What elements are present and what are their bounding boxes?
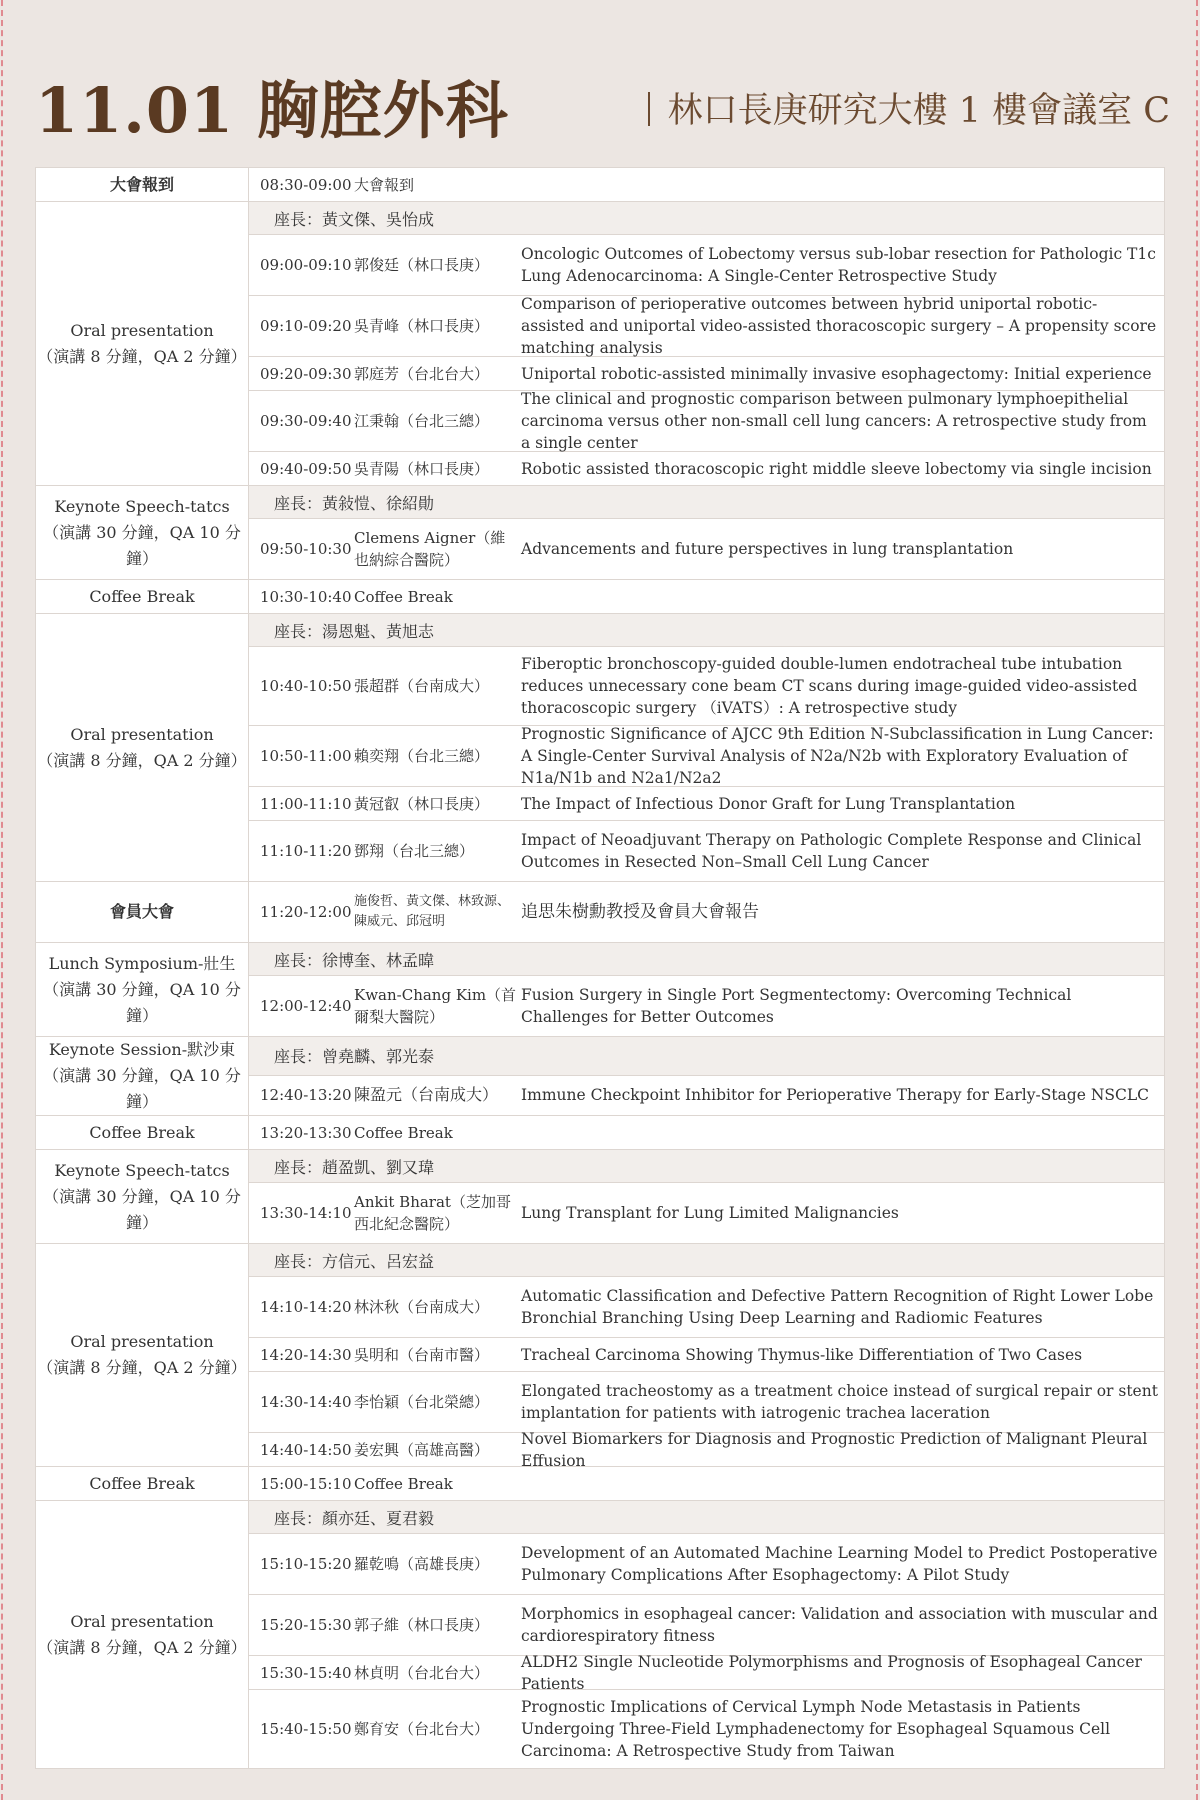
time-slot: 10:50-11:00: [260, 747, 352, 765]
talk-cell: [249, 647, 1165, 726]
schedule-table: [35, 167, 1165, 1769]
right-dashed-border: [1196, 0, 1198, 1800]
session-name: 大會報到: [109, 174, 174, 194]
chair-row: [36, 1244, 1165, 1277]
speaker: 鄭育安（台北台大）: [354, 1720, 490, 1738]
talk-topic: Advancements and future perspectives in lung transplantation: [521, 540, 1014, 558]
time-slot: 11:20-12:00: [260, 903, 352, 921]
talk-topic: The clinical and prognostic comparison between pulmonary lymphoepithelial carcinoma versus other non-small cell lung cancers: A retrospective study from a single center: [521, 390, 1147, 452]
speaker: 李怡穎（台北榮總）: [354, 1393, 490, 1411]
talk-topic: Oncologic Outcomes of Lobectomy versus sub-lobar resection for Pathologic T1c Lung Adenocarcinoma: A Single-Center Retrospective Study: [521, 245, 1156, 285]
chair-cell: 座長：曾堯麟、郭光泰: [249, 1037, 1165, 1076]
talk-row: [249, 787, 1164, 820]
session-cell: [36, 486, 249, 580]
talk-topic: Impact of Neoadjuvant Therapy on Pathologic Complete Response and Clinical Outcomes in Resected Non–Small Cell Lung Cancer: [521, 831, 1142, 871]
time-slot: 09:40-09:50: [260, 459, 352, 478]
speaker: 鄧翔（台北三總）: [354, 842, 475, 860]
time-slot: 15:30-15:40: [260, 1663, 352, 1682]
time-slot: 15:40-15:50: [260, 1720, 352, 1738]
speaker: 姜宏興（高雄高醫）: [354, 1440, 490, 1459]
time-slot: 09:00-09:10: [260, 256, 352, 274]
chair-cell: 座長：顏亦廷、夏君毅: [249, 1501, 1165, 1534]
talk-topic: ALDH2 Single Nucleotide Polymorphisms and Prognosis of Esophageal Cancer Patients: [521, 1652, 1142, 1693]
time-slot: 12:00-12:40: [260, 997, 352, 1015]
session-format: （演講 30 分鐘，QA 10 分鐘）: [43, 979, 241, 1025]
talk-row: [249, 1372, 1164, 1432]
chair-cell: 座長：湯恩魁、黃旭志: [249, 614, 1165, 647]
talk-row: [249, 1652, 1164, 1693]
page-title: 11.01 胸腔外科: [35, 74, 509, 147]
talk-cell: [249, 1277, 1165, 1338]
session-cell: [36, 943, 249, 1037]
speaker: 羅乾鳴（高雄長庚）: [354, 1555, 490, 1573]
session-name: Oral presentation: [70, 1332, 214, 1351]
talk-topic: Automatic Classification and Defective Pattern Recognition of Right Lower Lobe Bronchial Branching Using Deep Learning and Radiomic Features: [521, 1287, 1154, 1327]
session-cell: [36, 1501, 249, 1769]
time-slot: 15:00-15:10: [260, 1474, 352, 1493]
time-slot: 14:40-14:50: [260, 1440, 352, 1459]
session-cell: [36, 614, 249, 882]
time-slot: 11:10-11:20: [260, 842, 352, 860]
speaker: Coffee Break: [354, 587, 453, 606]
chair-row: [36, 1501, 1165, 1534]
chair-row: [36, 614, 1165, 647]
talk-cell: [249, 1372, 1165, 1433]
left-dashed-border: [1, 0, 3, 1800]
speaker: Clemens Aigner（維也納綜合醫院）: [354, 529, 506, 569]
session-format: （演講 8 分鐘，QA 2 分鐘）: [37, 1358, 247, 1377]
talk-row: [249, 357, 1164, 390]
talk-row: [249, 1429, 1164, 1470]
session-name: Oral presentation: [70, 320, 214, 340]
session-cell: [36, 1116, 249, 1150]
talk-topic: Morphomics in esophageal cancer: Validation and association with muscular and cardiorespiratory fitness: [521, 1605, 1158, 1645]
talk-topic: The Impact of Infectious Donor Graft for Lung Transplantation: [521, 794, 1016, 813]
session-format: （演講 8 分鐘，QA 2 分鐘）: [37, 346, 247, 366]
talk-cell: [249, 882, 1165, 943]
talk-cell: [249, 1652, 1165, 1693]
speaker: 林貞明（台北台大）: [354, 1663, 490, 1682]
time-slot: 15:20-15:30: [260, 1616, 352, 1634]
talk-row: [249, 976, 1164, 1036]
talk-topic: Fiberoptic bronchoscopy-guided double-lumen endotracheal tube intubation reduces unnecessary cone beam CT scans during image-guided video-assisted thoracoscopic surgery （iVATS）: A retrospective study: [521, 655, 1138, 717]
talk-row: [249, 1534, 1164, 1594]
time-slot: 14:10-14:20: [260, 1298, 352, 1316]
speaker: Coffee Break: [354, 1474, 453, 1493]
talk-cell: [249, 976, 1165, 1037]
talk-row: [249, 580, 1164, 613]
speaker: 吳青峰（林口長庚）: [354, 317, 490, 335]
session-name: Coffee Break: [89, 1473, 195, 1493]
schedule-row: [36, 168, 1165, 202]
session-format: （演講 30 分鐘，QA 10 分鐘）: [43, 522, 241, 568]
session-format: （演講 30 分鐘，QA 10 分鐘）: [43, 1186, 241, 1232]
talk-topic: Immune Checkpoint Inhibitor for Perioperative Therapy for Early-Stage NSCLC: [521, 1086, 1150, 1105]
talk-row: [249, 726, 1164, 786]
session-cell: [36, 1467, 249, 1501]
time-slot: 15:10-15:20: [260, 1555, 352, 1573]
talk-row: [249, 1079, 1164, 1112]
talk-cell: [249, 787, 1165, 821]
session-name: Coffee Break: [89, 1122, 195, 1142]
venue-text: 林口長庚研究大樓 1 樓會議室 C: [667, 91, 1170, 131]
speaker: Ankit Bharat（芝加哥西北紀念醫院）: [354, 1193, 511, 1233]
speaker: 郭庭芳（台北台大）: [354, 364, 490, 383]
talk-cell: [249, 1595, 1165, 1656]
talk-cell: [249, 1183, 1165, 1244]
time-slot: 12:40-13:20: [260, 1086, 352, 1105]
schedule-body: [36, 168, 1165, 1769]
session-name: Oral presentation: [70, 724, 214, 744]
session-name: Keynote Speech-tatcs: [54, 496, 230, 516]
talk-topic: Uniportal robotic-assisted minimally invasive esophagectomy: Initial experience: [521, 364, 1152, 383]
session-cell: [36, 580, 249, 614]
speaker: 施俊哲、黃文傑、林致源、陳威元、邱冠明: [354, 894, 511, 929]
speaker: Coffee Break: [354, 1123, 453, 1142]
talk-topic: Novel Biomarkers for Diagnosis and Prognostic Prediction of Malignant Pleural Effusion: [521, 1429, 1148, 1470]
session-name: 會員大會: [109, 902, 174, 921]
talk-cell: [249, 357, 1165, 391]
chair-cell: 座長：黃文傑、吳怡成: [249, 202, 1165, 235]
session-format: （演講 8 分鐘，QA 2 分鐘）: [37, 1637, 247, 1657]
venue-divider: [648, 92, 650, 126]
talk-cell: [249, 726, 1165, 787]
talk-row: [249, 1595, 1164, 1655]
time-slot: 14:20-14:30: [260, 1345, 352, 1364]
chair-row: [36, 943, 1165, 976]
talk-row: [249, 1338, 1164, 1371]
session-name: Keynote Session-默沙東: [48, 1040, 236, 1059]
talk-topic: Development of an Automated Machine Learning Model to Predict Postoperative Pulmonary Complications After Esophagectomy: A Pilot Study: [521, 1544, 1158, 1584]
session-cell: [36, 1150, 249, 1244]
schedule-row: [36, 1467, 1165, 1501]
session-name: Oral presentation: [70, 1611, 214, 1631]
chair-row: [36, 202, 1165, 235]
talk-row: [249, 1467, 1164, 1500]
speaker: 郭子維（林口長庚）: [354, 1616, 490, 1634]
talk-topic: 追思朱樹勳教授及會員大會報告: [521, 902, 759, 922]
session-cell: [36, 1037, 249, 1116]
talk-topic: Tracheal Carcinoma Showing Thymus-like Differentiation of Two Cases: [521, 1345, 1083, 1364]
talk-cell: [249, 821, 1165, 882]
talk-topic: Lung Transplant for Lung Limited Malignancies: [521, 1204, 899, 1222]
time-slot: 10:30-10:40: [260, 587, 352, 606]
talk-row: [249, 1690, 1164, 1768]
talk-cell: [249, 1429, 1165, 1470]
speaker: 吳明和（台南市醫）: [354, 1345, 490, 1364]
schedule-row: [36, 1116, 1165, 1150]
session-cell: [36, 882, 249, 943]
talk-cell: [249, 235, 1165, 296]
speaker: 陳盈元（台南成大）: [354, 1085, 499, 1105]
talk-row: [249, 452, 1164, 485]
session-cell: [36, 1244, 249, 1467]
talk-cell: [249, 1534, 1165, 1595]
venue-label: [648, 86, 1170, 136]
talk-cell: [249, 1338, 1165, 1372]
talk-cell: [249, 1690, 1165, 1769]
speaker: 賴奕翔（台北三總）: [354, 747, 490, 765]
speaker: 吳青陽（林口長庚）: [354, 459, 490, 478]
time-slot: 13:30-14:10: [260, 1204, 352, 1222]
speaker: 大會報到: [354, 175, 415, 194]
talk-topic: Prognostic Significance of AJCC 9th Edition N-Subclassification in Lung Cancer: A Single-Center Survival Analysis of N2a/N2b with Exploratory Evaluation of N1a/N1b and N2a1/N2a2: [521, 725, 1154, 787]
talk-cell: [249, 391, 1165, 452]
chair-cell: 座長：趙盈凱、劉又瑋: [249, 1150, 1165, 1183]
talk-cell: [249, 1116, 1165, 1150]
time-slot: 09:30-09:40: [260, 412, 352, 430]
time-slot: 11:00-11:10: [260, 794, 352, 813]
chair-row: [36, 486, 1165, 519]
time-slot: 09:50-10:30: [260, 540, 352, 558]
talk-row: [249, 168, 1164, 201]
chair-cell: 座長：黃敍愷、徐紹勛: [249, 486, 1165, 519]
session-format: （演講 30 分鐘，QA 10 分鐘）: [43, 1066, 241, 1111]
chair-cell: 座長：方信元、呂宏益: [249, 1244, 1165, 1277]
talk-topic: Robotic assisted thoracoscopic right middle sleeve lobectomy via single incision: [521, 459, 1152, 478]
speaker: 郭俊廷（林口長庚）: [354, 256, 490, 274]
talk-row: [249, 821, 1164, 881]
time-slot: 09:10-09:20: [260, 317, 352, 335]
talk-row: [249, 235, 1164, 295]
session-name: Lunch Symposium-壯生: [48, 953, 236, 973]
talk-row: [249, 882, 1164, 942]
talk-cell: [249, 519, 1165, 580]
talk-row: [249, 1183, 1164, 1243]
session-name: Keynote Speech-tatcs: [54, 1160, 230, 1180]
time-slot: 14:30-14:40: [260, 1393, 352, 1411]
talk-row: [249, 296, 1164, 356]
time-slot: 08:30-09:00: [260, 175, 352, 194]
talk-cell: [249, 452, 1165, 486]
talk-cell: [249, 1075, 1165, 1115]
chair-row: [36, 1037, 1165, 1076]
chair-cell: 座長：徐博奎、林孟暐: [249, 943, 1165, 976]
session-format: （演講 8 分鐘，QA 2 分鐘）: [37, 750, 247, 770]
talk-cell: [249, 296, 1165, 357]
time-slot: 13:20-13:30: [260, 1123, 352, 1142]
session-name: Coffee Break: [89, 586, 195, 606]
session-cell: [36, 202, 249, 486]
talk-cell: [249, 168, 1165, 202]
page-header: [35, 66, 1170, 156]
talk-cell: [249, 1467, 1165, 1501]
talk-topic: Fusion Surgery in Single Port Segmentectomy: Overcoming Technical Challenges for Better Outcomes: [521, 986, 1072, 1026]
talk-row: [249, 1116, 1164, 1149]
speaker: 張超群（台南成大）: [354, 677, 490, 695]
talk-cell: [249, 580, 1165, 614]
talk-row: [249, 647, 1164, 725]
time-slot: 10:40-10:50: [260, 677, 352, 695]
speaker: 黃冠叡（林口長庚）: [354, 794, 490, 813]
schedule-row: [36, 580, 1165, 614]
talk-row: [249, 519, 1164, 579]
chair-row: [36, 1150, 1165, 1183]
talk-topic: Prognostic Implications of Cervical Lymph Node Metastasis in Patients Undergoing Three-Field Lymphadenectomy for Esophageal Squamous Cell Carcinoma: A Retrospective Study from Taiwan: [521, 1698, 1111, 1760]
speaker: 江秉翰（台北三總）: [354, 412, 490, 430]
talk-row: [249, 1277, 1164, 1337]
speaker: Kwan-Chang Kim（首爾梨大醫院）: [354, 986, 517, 1026]
talk-row: [249, 391, 1164, 451]
schedule-row: [36, 882, 1165, 943]
talk-topic: Comparison of perioperative outcomes between hybrid uniportal robotic-assisted and uniportal video-assisted thoracoscopic surgery – A propensity score matching analysis: [521, 295, 1157, 357]
time-slot: 09:20-09:30: [260, 364, 352, 383]
talk-topic: Elongated tracheostomy as a treatment choice instead of surgical repair or stent implantation for patients with iatrogenic trachea laceration: [521, 1382, 1158, 1422]
speaker: 林沐秋（台南成大）: [354, 1298, 490, 1316]
session-cell: [36, 168, 249, 202]
